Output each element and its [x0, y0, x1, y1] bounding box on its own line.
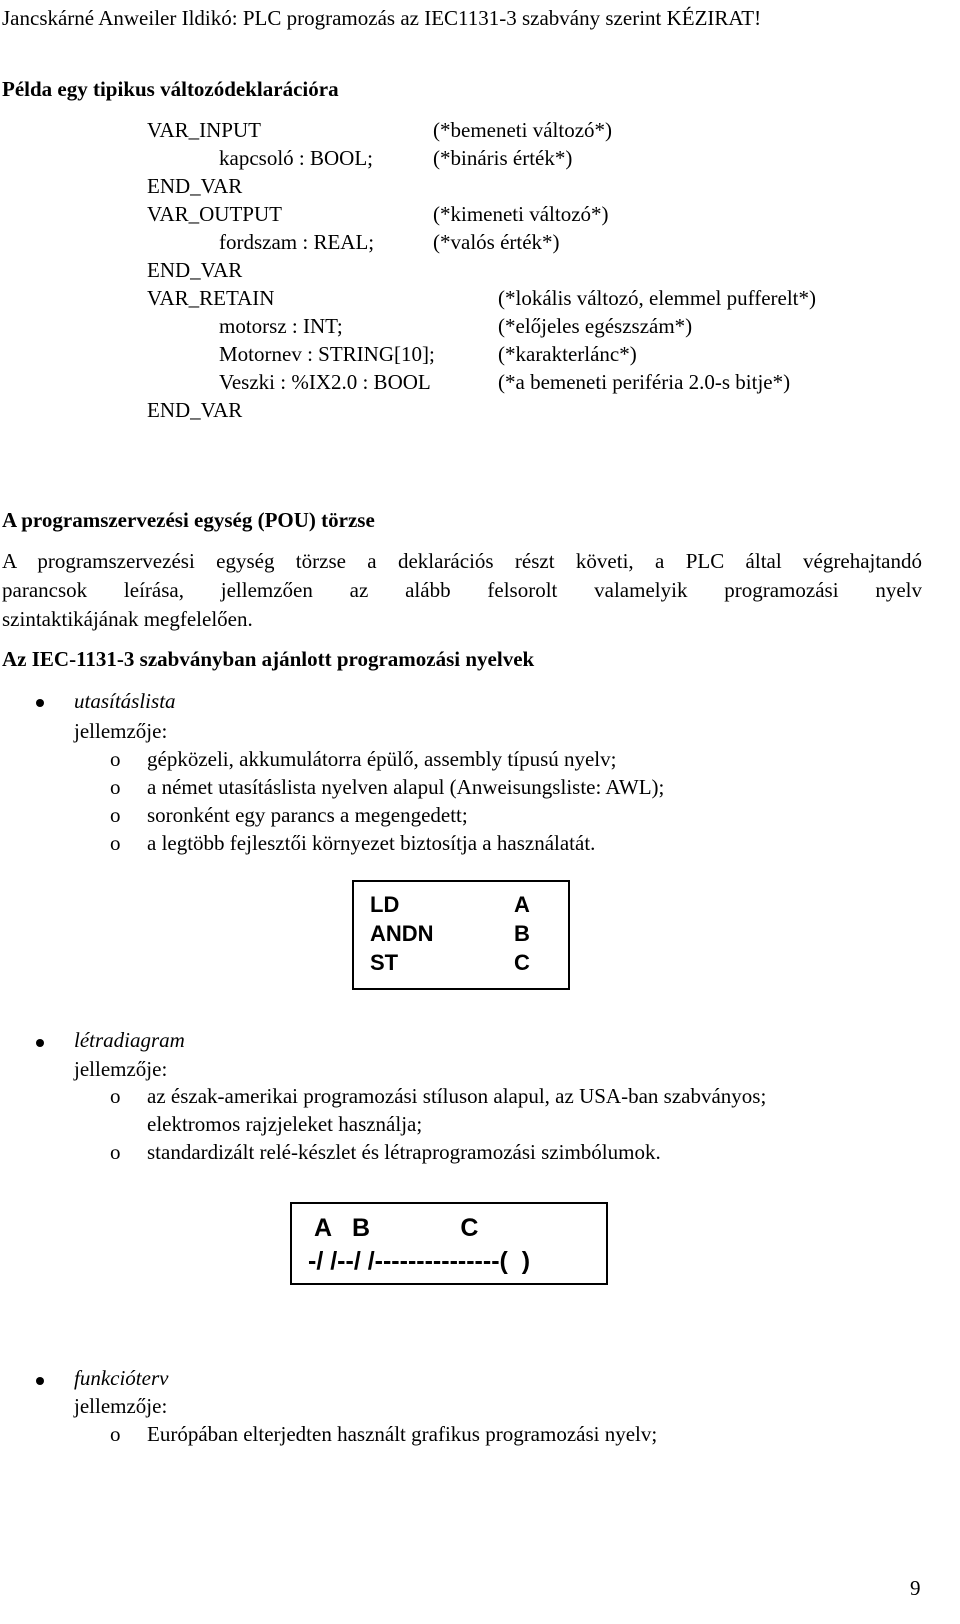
decl-comment: (*bináris érték*): [433, 146, 573, 170]
decl-code: motorsz : INT;: [219, 314, 343, 338]
list-item: az észak-amerikai programozási stíluson alapul, az USA-ban szabványos;: [147, 1084, 767, 1108]
il-op: ANDN: [370, 921, 434, 946]
sub-bullet-marker: o: [110, 747, 121, 771]
bullet-dot: [36, 1377, 44, 1385]
decl-comment: (*bemeneti változó*): [433, 118, 613, 142]
pou-title: A programszervezési egység (POU) törzse: [2, 508, 375, 532]
decl-code: END_VAR: [147, 398, 243, 422]
il-op: ST: [370, 950, 399, 975]
sub-bullet-marker: o: [110, 803, 121, 827]
il-code-box: [352, 880, 570, 990]
language-name-fbd: funkcióterv: [74, 1366, 169, 1390]
decl-code: Motornev : STRING[10];: [219, 342, 435, 366]
il-arg: A: [514, 892, 530, 917]
decl-code: Veszki : %IX2.0 : BOOL: [219, 370, 431, 394]
decl-code: VAR_INPUT: [147, 118, 261, 142]
ladder-diagram-box: [290, 1202, 608, 1285]
sub-bullet-marker: o: [110, 1140, 121, 1164]
list-item-continuation: elektromos rajzjeleket használja;: [147, 1112, 423, 1136]
il-arg: B: [514, 921, 530, 946]
list-item: a német utasításlista nyelven alapul (Anweisungsliste: AWL);: [147, 775, 665, 799]
decl-code: kapcsoló : BOOL;: [219, 146, 373, 170]
sub-bullet-marker: o: [110, 1422, 121, 1446]
bullet-dot: [36, 1039, 44, 1047]
ladder-rung: -/ /--/ /---------------( ): [308, 1247, 531, 1275]
list-item: soronként egy parancs a megengedett;: [147, 803, 468, 827]
page-header: Jancskárné Anweiler Ildikó: PLC programozás az IEC1131-3 szabvány szerint KÉZIRAT!: [2, 6, 762, 30]
decl-code: END_VAR: [147, 258, 243, 282]
list-item: gépközeli, akkumulátorra épülő, assembly típusú nyelv;: [147, 747, 617, 771]
language-name-ld: létradiagram: [74, 1028, 185, 1052]
characteristics-label: jellemzője:: [74, 1057, 168, 1081]
decl-comment: (*a bemeneti periféria 2.0-s bitje*): [498, 370, 791, 394]
il-op: LD: [370, 892, 400, 917]
sub-bullet-marker: o: [110, 1084, 121, 1108]
decl-comment: (*előjeles egészszám*): [498, 314, 693, 338]
list-item: standardizált relé-készlet és létraprogramozási szimbólumok.: [147, 1140, 661, 1164]
decl-code: fordszam : REAL;: [219, 230, 375, 254]
decl-comment: (*kimeneti változó*): [433, 202, 609, 226]
bullet-dot: [36, 699, 44, 707]
decl-code: VAR_RETAIN: [147, 286, 275, 310]
decl-comment: (*lokális változó, elemmel pufferelt*): [498, 286, 817, 310]
decl-comment: (*karakterlánc*): [498, 342, 637, 366]
decl-comment: (*valós érték*): [433, 230, 560, 254]
language-name-il: utasításlista: [74, 689, 176, 713]
sub-bullet-marker: o: [110, 831, 121, 855]
il-arg: C: [514, 950, 530, 975]
characteristics-label: jellemzője:: [74, 1394, 168, 1418]
characteristics-label: jellemzője:: [74, 719, 168, 743]
list-item: a legtöbb fejlesztői környezet biztosítja a használatát.: [147, 831, 596, 855]
list-item: Európában elterjedten használt grafikus programozási nyelv;: [147, 1422, 658, 1446]
page-number: 9: [910, 1576, 921, 1600]
ladder-labels: A B C: [314, 1214, 479, 1242]
pou-paragraph-line: A programszervezési egység törzse a deklarációs részt követi, a PLC által végrehajtandó: [2, 549, 922, 573]
decl-code: END_VAR: [147, 174, 243, 198]
sub-bullet-marker: o: [110, 775, 121, 799]
languages-title: Az IEC-1131-3 szabványban ajánlott programozási nyelvek: [2, 647, 535, 671]
pou-paragraph-line: szintaktikájának megfelelően.: [2, 607, 253, 631]
decl-code: VAR_OUTPUT: [147, 202, 282, 226]
pou-paragraph-line: parancsok leírása, jellemzően az alább felsorolt valamelyik programozási nyelv: [2, 578, 922, 602]
example-title: Példa egy tipikus változódeklarációra: [2, 77, 339, 101]
